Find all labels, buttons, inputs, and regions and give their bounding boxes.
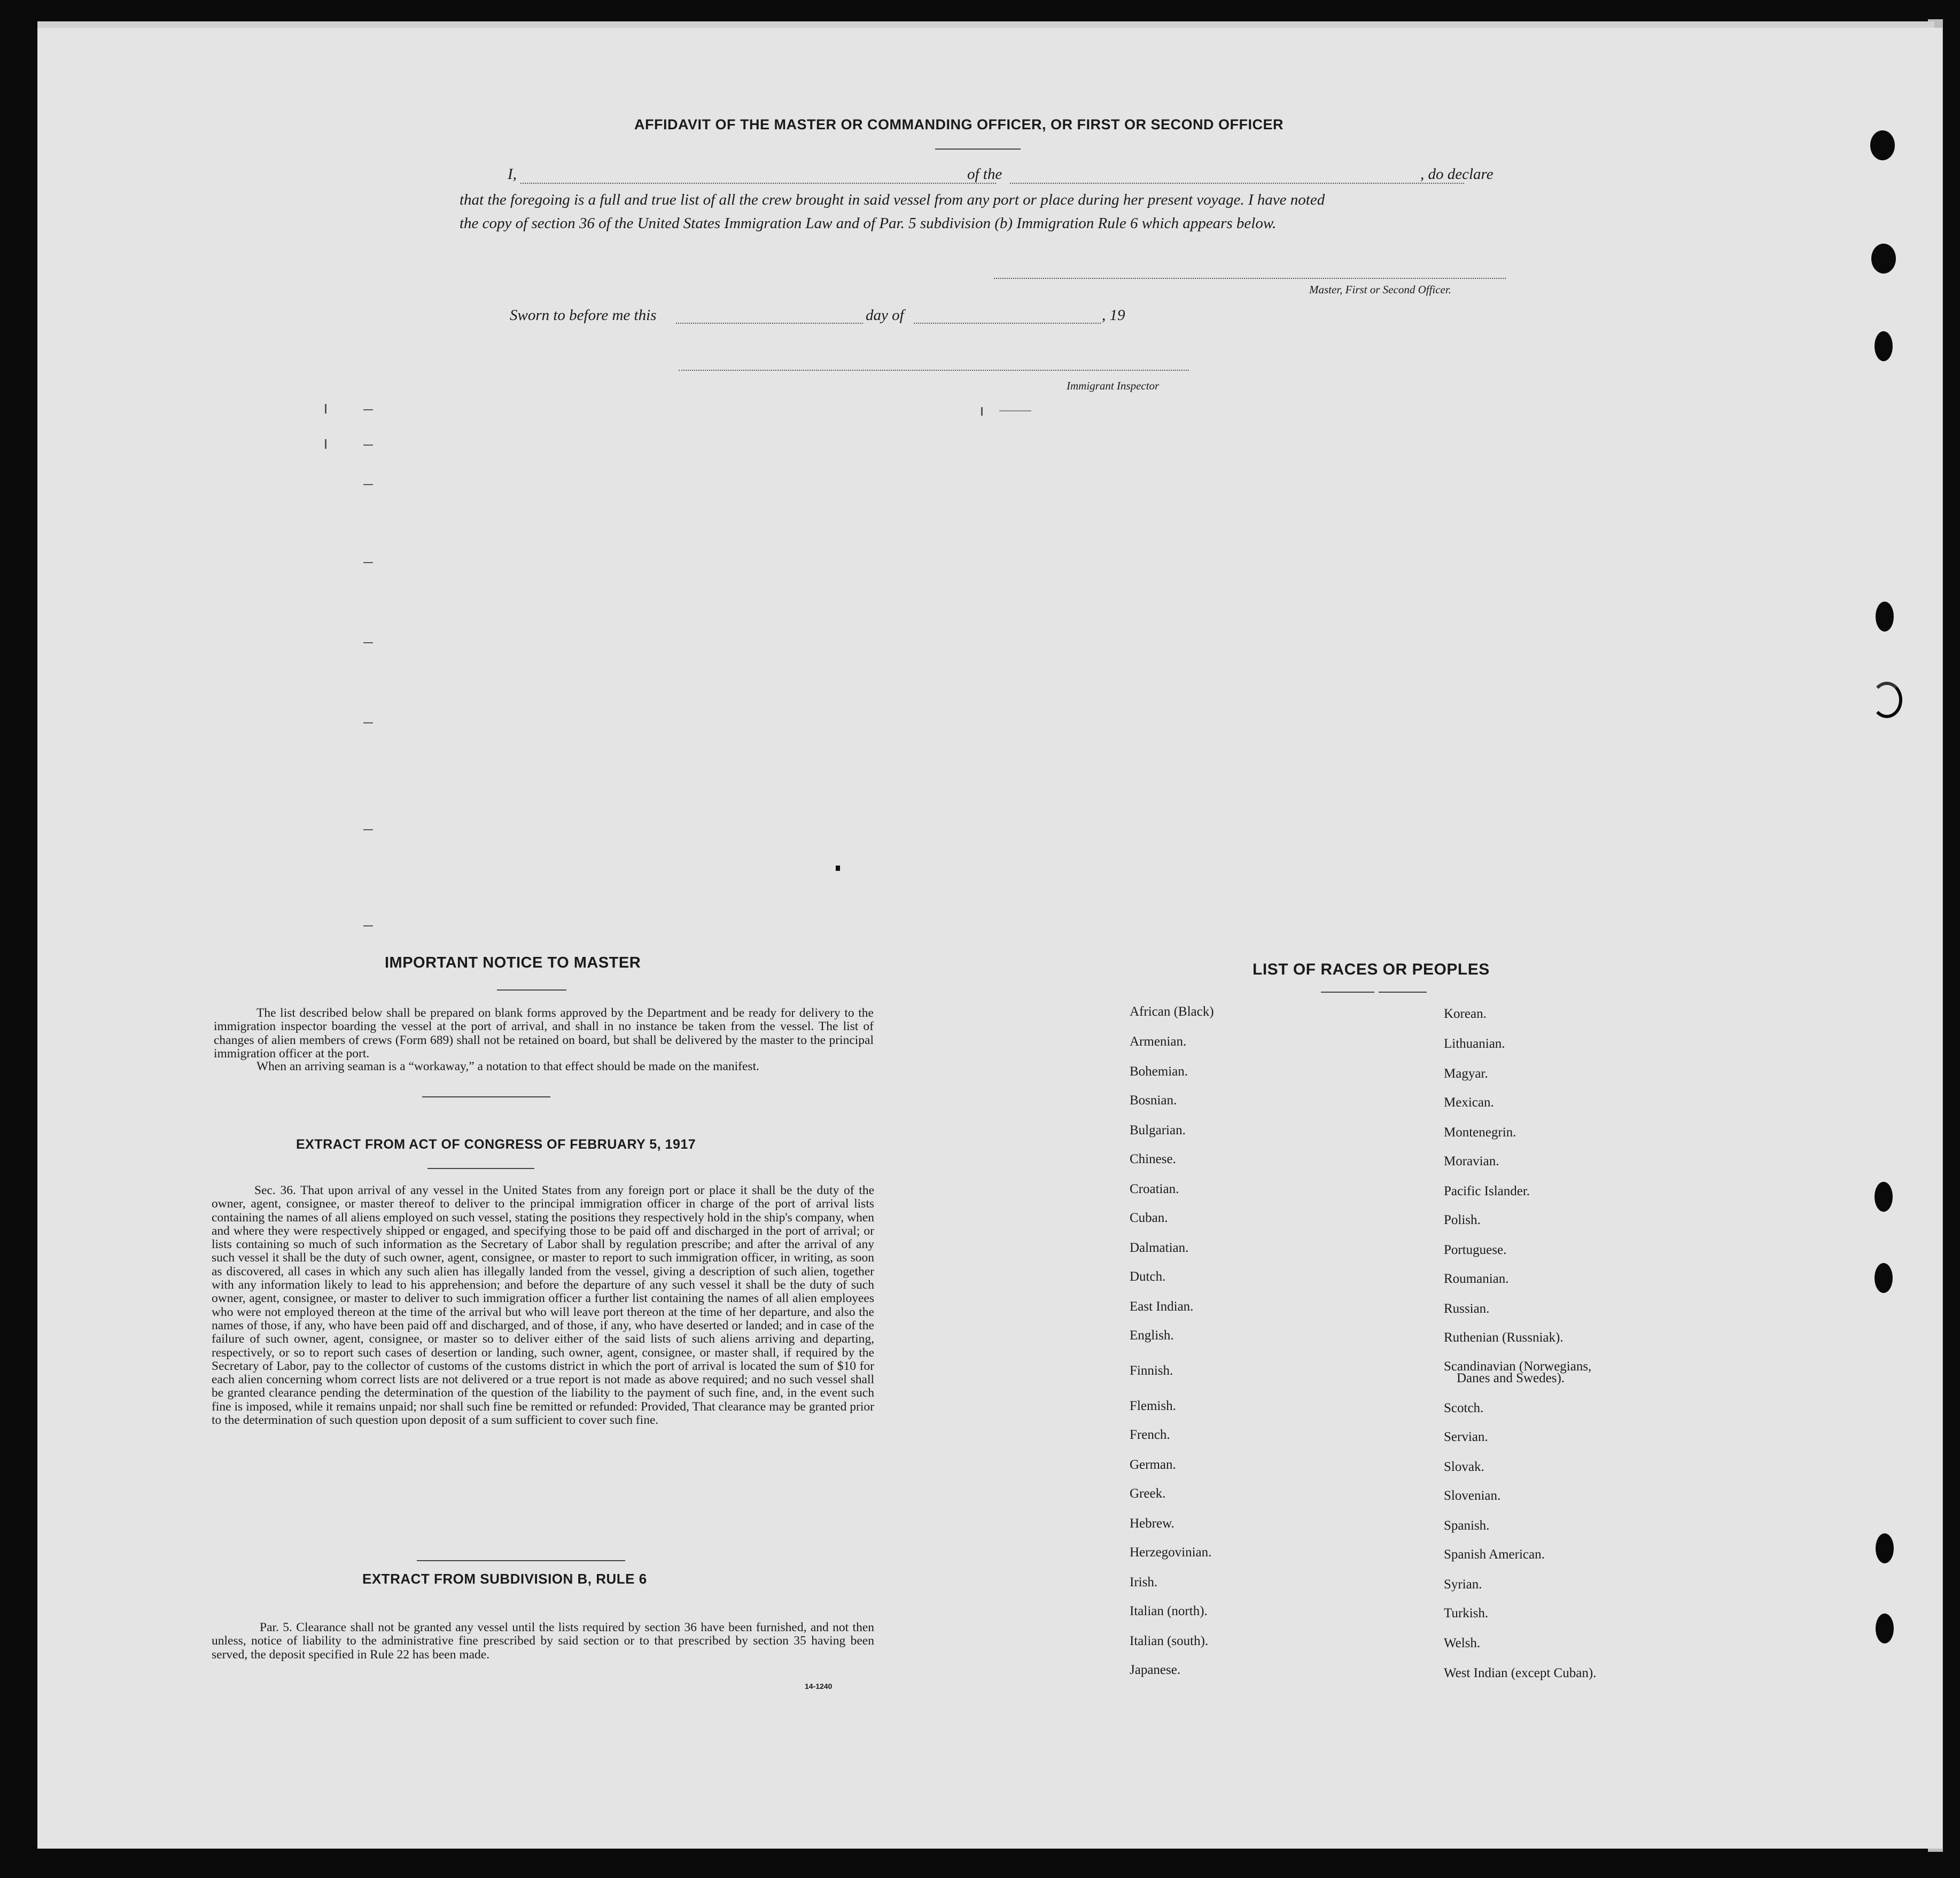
notice-body-2: When an arriving seaman is a “workaway,” a notation to that effect should be made on the manifest. <box>256 1059 759 1073</box>
inspector-label: Immigrant Inspector <box>1067 379 1160 392</box>
binder-hole <box>1871 682 1902 718</box>
race-item: Danes and Swedes). <box>1457 1371 1565 1385</box>
document-page <box>37 28 1942 1849</box>
race-item: African (Black) <box>1130 1004 1214 1019</box>
scan-mark <box>363 925 373 926</box>
binder-hole <box>1870 130 1895 160</box>
race-item: Polish. <box>1444 1213 1481 1227</box>
binder-hole <box>1871 244 1896 274</box>
extract-act-body: Sec. 36. That upon arrival of any vessel in the United States from any foreign port or place it shall be the duty of the owner, agent, consignee, or master thereof to deliver to the principal immigration officer in charge of the port of arrival lists containing the names of all aliens employed on such vessel, stating the positions they respectively hold in the ship's company, when and where they were respectively shipped or engaged, and specifying those to be paid off and discharged in the port of arrival; or lists containing so much of such information as the Secretary of Labor shall by regulation prescribe; and after the arrival of any such vessel it shall be the duty of such owner, agent, consignee, or master to report to such immigration officer, in writing, as soon as discovered, all cases in which any such alien has illegally landed from the vessel, giving a description of such alien, together with any information likely to lead to his apprehension; and before the departure of any such vessel it shall be the duty of such owner, agent, consignee, or master to deliver to such immigration officer a further list containing the names of all alien employees who were not employed thereon at the time of the arrival but who will leave port thereon at the time of her departure, and also the names of those, if any, who have been paid off and discharged, and of those, if any, who have deserted or landed; and in case of the failure of such owner, agent, consignee, or master so to deliver either of the said lists of such aliens arriving and departing, respectively, or so to report such cases of desertion or landing, such owner, agent, consignee, or master shall, if required by the Secretary of Labor, pay to the collector of customs of the customs district in which the port of arrival is located the sum of $10 for each alien concerning whom correct lists are not delivered or a true report is not made as above required; and no such vessel shall be granted clearance pending the determination of the question of the liability to the payment of such fine, and, in the event such fine is imposed, while it remains unpaid; nor shall such fine be remitted or refunded: Provided, That clearance may be granted prior to the determination of such question upon deposit of a sum sufficient to cover such fine. <box>212 1183 874 1428</box>
race-item: Dalmatian. <box>1130 1241 1189 1255</box>
extract-rule-title: EXTRACT FROM SUBDIVISION B, RULE 6 <box>362 1571 647 1587</box>
scan-mark <box>363 642 373 643</box>
binder-hole <box>1875 1263 1893 1293</box>
extract-act-title: EXTRACT FROM ACT OF CONGRESS OF FEBRUARY 5, 1917 <box>296 1137 696 1152</box>
section-divider <box>422 1096 550 1097</box>
race-item: Turkish. <box>1444 1606 1489 1620</box>
form-number: 14-1240 <box>805 1682 833 1690</box>
notice-divider <box>497 989 566 991</box>
binder-hole <box>1876 602 1894 632</box>
scan-mark <box>363 409 373 410</box>
vessel-blank <box>1010 183 1464 184</box>
scan-mark <box>325 439 326 449</box>
master-signature-label: Master, First or Second Officer. <box>1309 283 1451 296</box>
race-item: Magyar. <box>1444 1066 1488 1081</box>
race-item: East Indian. <box>1130 1299 1194 1314</box>
race-item: Flemish. <box>1130 1399 1176 1413</box>
scan-mark <box>981 407 983 416</box>
binder-hole <box>1876 1614 1894 1643</box>
race-item: German. <box>1130 1458 1176 1472</box>
race-item: Pacific Islander. <box>1444 1184 1530 1198</box>
extract-rule-body: Par. 5. Clearance shall not be granted any vessel until the lists required by section 36 have been furnished, and not then unless, notice of liability to the administrative fine prescribed by said section or to that prescribed by section 35 having been served, the deposit specified in Rule 22 has been made. <box>212 1620 874 1662</box>
race-item: Finnish. <box>1130 1363 1173 1378</box>
sworn-day-blank <box>676 323 863 324</box>
race-item: Irish. <box>1130 1575 1158 1589</box>
affidavit-i-label: I, <box>508 166 517 183</box>
title-divider <box>935 149 1021 150</box>
race-item: English. <box>1130 1328 1174 1343</box>
affidavit-title: AFFIDAVIT OF THE MASTER OR COMMANDING OFFICER, OR FIRST OR SECOND OFFICER <box>634 116 1284 133</box>
sworn-label: Sworn to before me this <box>510 307 657 324</box>
scan-mark <box>363 484 373 485</box>
race-item: Montenegrin. <box>1444 1125 1516 1140</box>
race-item: Ruthenian (Russniak). <box>1444 1330 1564 1345</box>
race-item: West Indian (except Cuban). <box>1444 1666 1597 1680</box>
race-item: Greek. <box>1130 1486 1166 1501</box>
sworn-month-blank <box>914 323 1101 324</box>
race-item: Scandinavian (Norwegians, <box>1444 1359 1592 1374</box>
race-item: Scotch. <box>1444 1401 1484 1415</box>
race-item: Cuban. <box>1130 1211 1168 1225</box>
scan-mark <box>363 829 373 830</box>
binder-hole <box>1875 1182 1893 1212</box>
race-item: Lithuanian. <box>1444 1037 1505 1051</box>
races-title: LIST OF RACES OR PEOPLES <box>1253 961 1490 978</box>
affidavit-line-3: the copy of section 36 of the United States Immigration Law and of Par. 5 subdivision (b) Immigration Rule 6 which appears below. <box>460 215 1277 232</box>
year-label: , 19 <box>1102 307 1125 324</box>
race-item: Syrian. <box>1444 1577 1482 1592</box>
notice-body: The list described below shall be prepared on blank forms approved by the Department and be ready for delivery to the immigration inspector boarding the vessel at the port of arrival, and shall in no instance be taken from the vessel. The list of changes of alien members of crews (Form 689) shall not be retained on board, but shall be delivered by the master to the principal immigration officer at the port. <box>214 1006 874 1061</box>
race-item: Korean. <box>1444 1007 1487 1021</box>
race-item: Mexican. <box>1444 1095 1494 1110</box>
race-item: Japanese. <box>1130 1663 1181 1677</box>
binder-hole <box>1876 1533 1894 1563</box>
race-item: Bohemian. <box>1130 1064 1188 1079</box>
section-divider <box>417 1560 625 1561</box>
race-item: Servian. <box>1444 1430 1488 1444</box>
race-item: Spanish. <box>1444 1518 1490 1533</box>
scan-mark <box>999 410 1031 411</box>
race-item: Slovenian. <box>1444 1489 1501 1503</box>
race-item: Chinese. <box>1130 1152 1176 1166</box>
race-item: Herzegovinian. <box>1130 1545 1212 1560</box>
race-item: Roumanian. <box>1444 1272 1509 1286</box>
races-divider <box>1321 992 1374 993</box>
race-item: French. <box>1130 1428 1170 1442</box>
race-item: Bulgarian. <box>1130 1123 1186 1137</box>
race-item: Welsh. <box>1444 1636 1481 1650</box>
notice-title: IMPORTANT NOTICE TO MASTER <box>385 954 641 971</box>
race-item: Italian (north). <box>1130 1604 1208 1618</box>
scan-mark <box>325 404 326 414</box>
section-divider <box>427 1168 534 1169</box>
scan-mark <box>363 722 373 723</box>
binder-hole <box>1875 331 1893 361</box>
inspector-signature-line <box>679 370 1189 371</box>
race-item: Dutch. <box>1130 1269 1166 1284</box>
race-item: Slovak. <box>1444 1460 1484 1474</box>
race-item: Russian. <box>1444 1302 1490 1316</box>
race-item: Italian (south). <box>1130 1634 1209 1648</box>
races-divider <box>1379 992 1427 993</box>
master-signature-line <box>994 278 1506 279</box>
race-item: Spanish American. <box>1444 1547 1545 1562</box>
race-item: Croatian. <box>1130 1182 1179 1196</box>
race-item: Hebrew. <box>1130 1516 1175 1531</box>
race-item: Moravian. <box>1444 1154 1499 1168</box>
race-item: Armenian. <box>1130 1034 1187 1049</box>
race-item: Bosnian. <box>1130 1093 1177 1108</box>
affidavit-do-declare: , do declare <box>1420 166 1494 183</box>
affidavit-line-2: that the foregoing is a full and true list of all the crew brought in said vessel from any port or place during her present voyage. I have noted <box>460 191 1325 208</box>
day-of-label: day of <box>866 307 904 324</box>
name-blank <box>520 183 996 184</box>
affidavit-of-the-label: of the <box>967 166 1002 183</box>
scan-mark <box>363 445 373 446</box>
race-item: Portuguese. <box>1444 1243 1507 1257</box>
scan-mark <box>363 562 373 563</box>
scan-mark <box>836 866 840 871</box>
